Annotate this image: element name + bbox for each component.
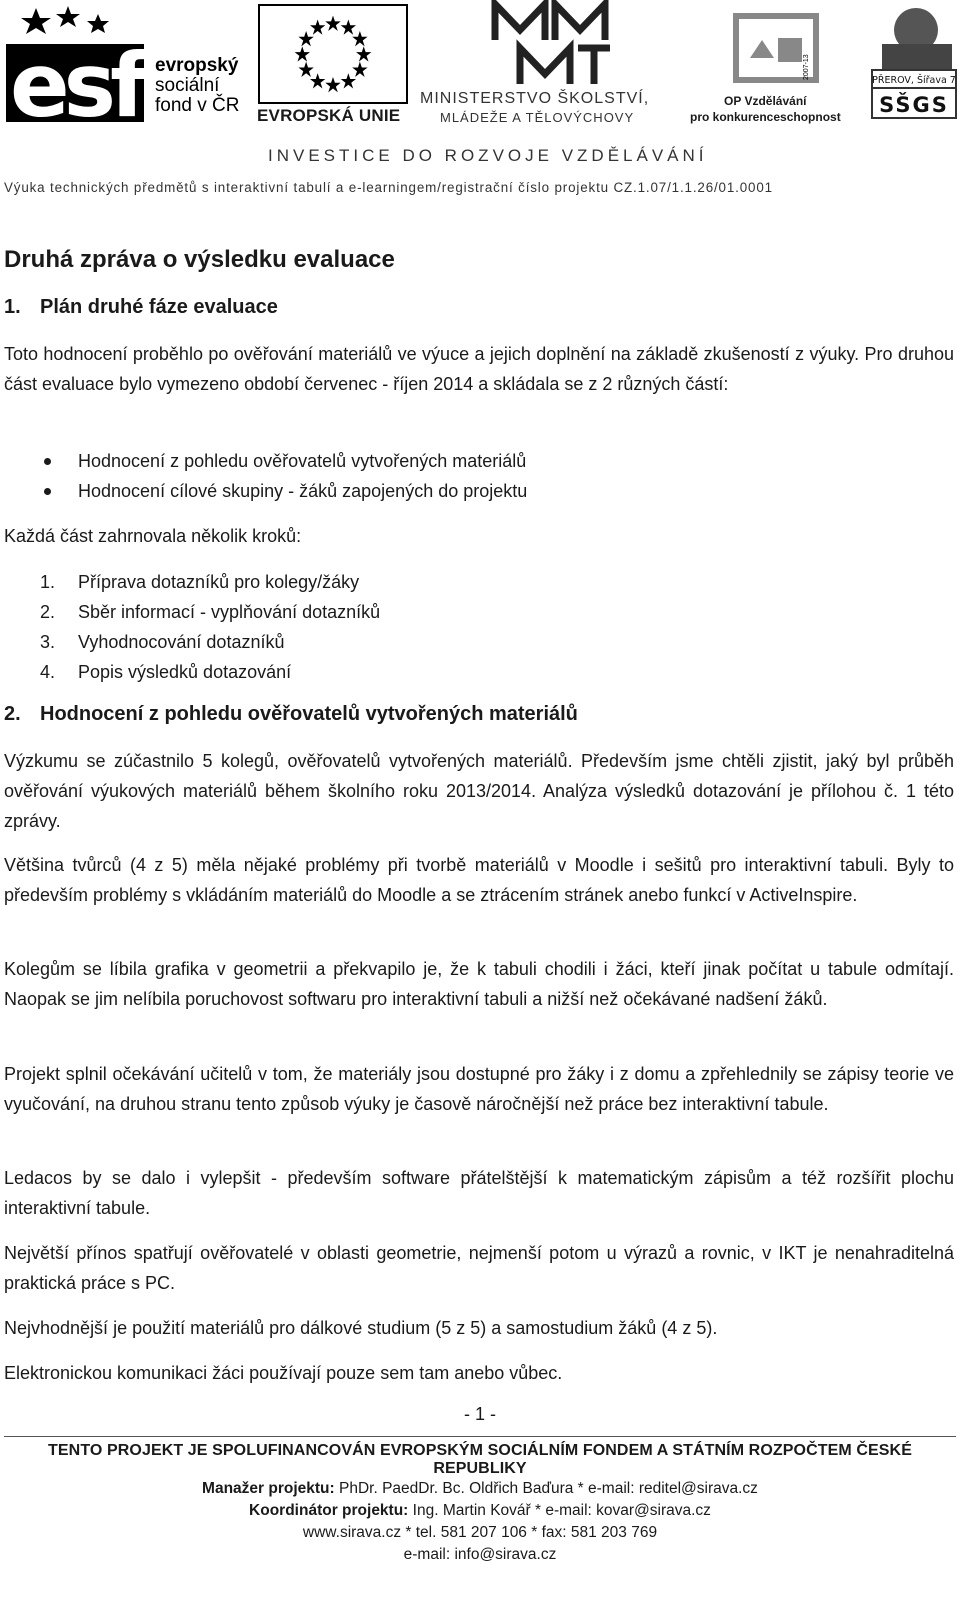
- intro-paragraph: Toto hodnocení proběhlo po ověřování materiálů ve výuce a jejich doplnění na základě zkušeností z výuky. Pro druhou část evaluace bylo vymezeno období červenec - říjen 2014 a skládala se z 2 různých částí:: [4, 344, 954, 394]
- steps-intro: Každá část zahrnovala několik kroků:: [4, 526, 302, 546]
- list-item: 1. Příprava dotazníků pro kolegy/žáky: [40, 572, 360, 592]
- footer-headline: TENTO PROJEKT JE SPOLUFINANCOVÁN EVROPSKÝM SOCIÁLNÍM FONDEM A STÁTNÍM ROZPOČTEM ČESKÉ REPUBLIKY: [48, 1442, 912, 1477]
- section-2-heading: [4, 703, 578, 726]
- footer-manager: Manažer projektu: PhDr. PaedDr. Bc. Oldřich Baďura * e-mail: reditel@sirava.cz: [202, 1480, 758, 1497]
- paragraph: Většina tvůrců (4 z 5) měla nějaké problémy při tvorbě materiálů v Moodle i sešitů pro interaktivní tabuli. Byly to především problémy s vkládáním materiálů do Moodle a se ztrácením stránek anebo funkcí v ActiveInspire.: [4, 855, 954, 905]
- list-item: Hodnocení cílové skupiny - žáků zapojených do projektu: [0, 476, 900, 506]
- list-item: Hodnocení z pohledu ověřovatelů vytvořených materiálů: [0, 446, 900, 476]
- footer-coordinator: Koordinátor projektu: Ing. Martin Kovář * e-mail: kovar@sirava.cz: [249, 1502, 711, 1519]
- document-title: Druhá zpráva o výsledku evaluace: [4, 246, 395, 273]
- list-item: 4. Popis výsledků dotazování: [40, 662, 292, 682]
- section-1-number: 1.: [4, 296, 21, 318]
- section-1-title: Plán druhé fáze evaluace: [40, 296, 278, 318]
- eu-flag-logo: [258, 4, 408, 104]
- op-line1: OP Vzdělávání: [724, 94, 807, 108]
- svg-text:2007-13: 2007-13: [803, 54, 810, 80]
- page-number: - 1 -: [463, 1404, 496, 1424]
- paragraph: Největší přínos spatřují ověřovatelé v oblasti geometrie, nejmenší potom u výrazů a rovnic, v IKT je nenahraditelná praktická práce s PC.: [4, 1243, 954, 1293]
- msmt-logo: [490, 0, 620, 86]
- footer-divider: [4, 1436, 956, 1437]
- ssgs-name-text: SŠGS: [879, 93, 949, 117]
- project-registration-line: Výuka technických předmětů s interaktivní tabulí a e-learningem/registrační číslo projektu CZ.1.07/1.1.26/01.0001: [4, 180, 773, 195]
- svg-text:esf: esf: [10, 34, 143, 122]
- paragraph: Výzkumu se zúčastnilo 5 kolegů, ověřovatelů vytvořených materiálů. Především jsme chtěli zjistit, jaký byl průběh ověřování výukových materiálů během školního roku 2013/2014. Analýza výsledků dotazování je přílohou č. 1 této zprávy.: [4, 751, 954, 831]
- header-logos: [0, 0, 960, 130]
- footer-contact: www.sirava.cz * tel. 581 207 106 * fax: 581 203 769: [302, 1524, 658, 1541]
- op-logo: [730, 10, 822, 86]
- evaluation-parts-list: [0, 446, 900, 506]
- ssgs-logo: [870, 0, 958, 122]
- esf-logo: [6, 4, 144, 122]
- section-1-heading: [4, 296, 278, 319]
- investice-banner: INVESTICE DO ROZVOJE VZDĚLÁVÁNÍ: [268, 146, 708, 165]
- ssgs-top-text: PŘEROV, Šířava 7: [872, 75, 956, 86]
- msmt-line1: MINISTERSTVO ŠKOLSTVÍ,: [420, 90, 650, 107]
- section-2-number: 2.: [4, 703, 21, 725]
- paragraph: Nejvhodnější je použití materiálů pro dálkové studium (5 z 5) a samostudium žáků (4 z 5).: [4, 1318, 718, 1338]
- section-2-title: Hodnocení z pohledu ověřovatelů vytvořených materiálů: [40, 703, 578, 725]
- msmt-line2: MLÁDEŽE A TĚLOVÝCHOVY: [440, 110, 635, 125]
- list-item: 3. Vyhodnocování dotazníků: [40, 632, 285, 652]
- steps-list: [0, 567, 900, 687]
- paragraph: Elektronickou komunikaci žáci používají pouze sem tam anebo vůbec.: [4, 1363, 563, 1383]
- paragraph: Kolegům se líbila grafika v geometrii a překvapilo je, že k tabuli chodili i žáci, kteří jinak počítat u tabule odmítají. Naopak se jim nelíbila poruchovost softwaru pro interaktivní tabuli a nižší než očekávané nadšení žáků.: [4, 959, 954, 1009]
- footer-email: e-mail: info@sirava.cz: [403, 1546, 557, 1563]
- eu-label: EVROPSKÁ UNIE: [257, 106, 401, 125]
- op-line2: pro konkurenceschopnost: [690, 110, 841, 124]
- list-item: 2. Sběr informací - vyplňování dotazníků: [40, 602, 381, 622]
- paragraph: Projekt splnil očekávání učitelů v tom, že materiály jsou dostupné pro žáky i z domu a zpřehlednily se zápisy teorie ve vyučování, na druhou stranu tento způsob výuky je časově náročnější než práce bez interaktivní tabule.: [4, 1064, 954, 1114]
- paragraph: Ledacos by se dalo i vylepšit - především software přátelštější k matematickým zápisům a též rozšířit plochu interaktivní tabule.: [4, 1168, 954, 1218]
- esf-label: evropský sociální fond v ČR: [155, 55, 240, 116]
